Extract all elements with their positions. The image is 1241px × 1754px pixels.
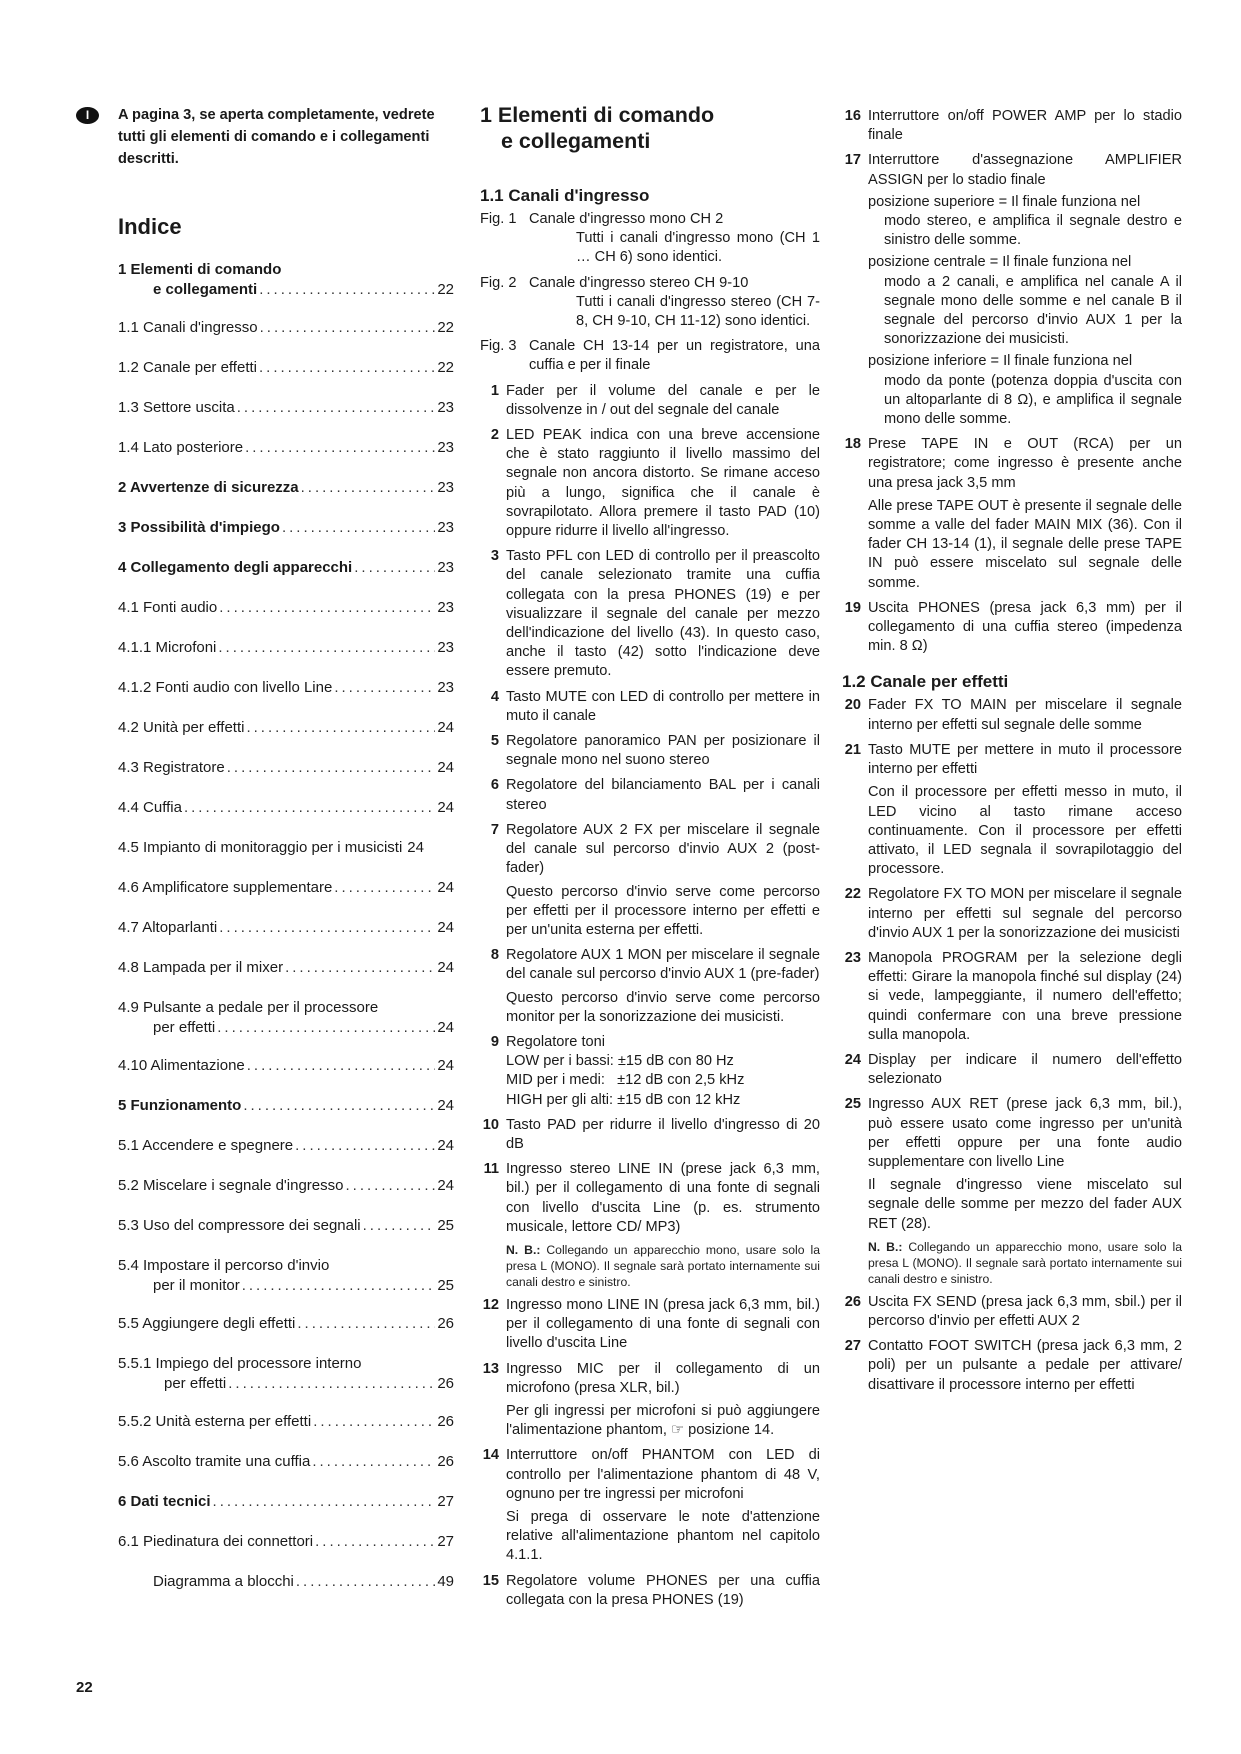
position-desc: modo da ponte (potenza doppia d'uscita con un altoparlante di 8 Ω), e amplifica il segnale mono delle somme. — [884, 372, 1182, 428]
toc-page: 24 — [437, 799, 454, 816]
position-label: posizione inferiore = Il finale funziona nel — [868, 353, 1133, 370]
item-text: Fader per il volume del canale e per le dissolvenze in / out del segnale del canale — [506, 382, 820, 418]
item-4 — [480, 688, 820, 726]
toc-page: 26 — [437, 1413, 454, 1430]
toc-entry[interactable] — [118, 398, 454, 418]
toc-entry[interactable] — [118, 1412, 454, 1432]
toc-entry[interactable] — [118, 1492, 454, 1512]
item-text: Regolatore panoramico PAN per posizionare il segnale mono nel suono stereo — [506, 733, 820, 769]
item-number: 3 — [490, 548, 499, 565]
toc-entry[interactable] — [118, 1136, 454, 1156]
toc-page: 23 — [437, 519, 454, 536]
item-subline: HIGH per gli alti: ±15 dB con 12 kHz — [506, 1091, 741, 1108]
item-number: 24 — [844, 1051, 861, 1068]
item-number: 13 — [482, 1360, 499, 1377]
item-15 — [480, 1572, 820, 1610]
item-number: 21 — [844, 741, 861, 758]
toc-entry-title: 3 Possibilità d'impiego — [118, 519, 280, 536]
item-number: 5 — [490, 733, 499, 750]
item-text: Tasto PFL con LED di controllo per il preascolto del canale selezionato tramite una cuffia collegata con la presa PHONES (19) e per visualizzare il segnale del canale per mezzo dell'indicazione del livello (43). In questo caso, anche il tasto (42) sotto l'indicazione deve essere premuto. — [506, 548, 820, 680]
item-text: Interruttore d'assegnazione AMPLIFIER ASSIGN per lo stadio finale — [868, 152, 1182, 188]
toc-entry[interactable] — [118, 1572, 454, 1592]
toc-page: 23 — [437, 639, 454, 656]
toc-entry-title: 5 Funzionamento — [118, 1097, 242, 1114]
toc-page: 22 — [437, 359, 454, 376]
figure-caption: Canale d'ingresso mono CH 2 — [529, 211, 724, 227]
toc-entry-title: 4.1.2 Fonti audio con livello Line — [118, 679, 333, 696]
column-3 — [842, 107, 1182, 1401]
item-note — [506, 1242, 820, 1290]
item-text: Interruttore on/off POWER AMP per lo stadio finale — [868, 108, 1182, 144]
toc-entry[interactable] — [118, 918, 454, 938]
figure-label: Fig. 1 — [480, 211, 517, 227]
toc-entry-cont: per effetti — [153, 1019, 216, 1036]
toc-entry-title: 1.3 Settore uscita — [118, 399, 235, 416]
item-2 — [480, 426, 820, 541]
toc-entry-title: 4 Collegamento degli apparecchi — [118, 559, 353, 576]
toc-entry[interactable] — [118, 678, 454, 698]
figure-caption: Canale CH 13-14 per un registratore, una cuffia e per il finale — [529, 338, 820, 374]
toc-entry[interactable] — [118, 1314, 454, 1334]
toc-page: 23 — [437, 399, 454, 416]
toc-entry[interactable] — [118, 1096, 454, 1116]
toc-entry-cont: per effetti — [164, 1375, 227, 1392]
toc-page: 24 — [437, 1019, 454, 1036]
toc-page: 26 — [437, 1375, 454, 1392]
toc-entry[interactable] — [118, 838, 454, 858]
item-18 — [842, 435, 1182, 593]
item-25 — [842, 1095, 1182, 1286]
item-14 — [480, 1446, 820, 1565]
item-number: 7 — [490, 821, 499, 838]
toc-entry-title: 4.1.1 Microfoni — [118, 639, 217, 656]
toc-page: 24 — [437, 1137, 454, 1154]
toc-entry[interactable] — [118, 358, 454, 378]
toc-entry[interactable] — [118, 638, 454, 658]
toc-entry-title: 2 Avvertenze di sicurezza — [118, 479, 299, 496]
toc-entry-title: 4.5 Impianto di monitoraggio per i musicisti — [118, 839, 403, 856]
item-27 — [842, 1337, 1182, 1395]
toc-entry-title: 5.1 Accendere e spegnere — [118, 1137, 294, 1154]
items-list-3 — [842, 696, 1182, 1394]
toc-page: 23 — [437, 599, 454, 616]
toc-entry-title: 5.5 Aggiungere degli effetti — [118, 1315, 296, 1332]
item-number: 15 — [482, 1572, 499, 1589]
toc-entry[interactable] — [118, 798, 454, 818]
toc-entry-title: 1.1 Canali d'ingresso — [118, 319, 258, 336]
item-note — [868, 1239, 1182, 1287]
toc-entry-title: 1.4 Lato posteriore — [118, 439, 244, 456]
toc-entry[interactable] — [118, 1056, 454, 1076]
item-subline: LOW per i bassi: ±15 dB con 80 Hz — [506, 1053, 734, 1070]
position-label: posizione superiore = Il finale funziona nel — [868, 193, 1141, 210]
item-text: Regolatore AUX 1 MON per miscelare il segnale del canale sul percorso d'invio AUX 1 (pre-fader) — [506, 947, 820, 983]
item-number: 2 — [490, 427, 499, 444]
toc-entry-title: 5.2 Miscelare i segnale d'ingresso — [118, 1177, 344, 1194]
subheading-1-1: 1.1 Canali d'ingresso — [480, 186, 650, 205]
item-text: LED PEAK indica con una breve accensione che è stato raggiunto il livello massimo del segnale non ancora distorto. Se rimane acceso più a lungo, significa che il canale è sovrapilotato. Allora premere il tasto PAD (10) oppure ridurre il livello all'ingresso. — [506, 427, 820, 540]
item-number: 18 — [844, 436, 861, 453]
toc-entry-title: 4.10 Alimentazione — [118, 1057, 245, 1074]
item-number: 11 — [483, 1161, 499, 1178]
item-1 — [480, 382, 820, 420]
item-extra: Con il processore per effetti messo in muto, il LED vicino al tasto rimane acceso continuamente. Con il processore per effetti attivato, il LED segnala il sovrapilotaggio del processore. — [868, 784, 1182, 878]
toc-page: 27 — [437, 1533, 454, 1550]
toc-page: 23 — [437, 679, 454, 696]
toc-entry[interactable] — [118, 878, 454, 898]
figure-reference — [480, 337, 820, 375]
table-of-contents — [118, 260, 454, 1612]
item-10 — [480, 1116, 820, 1154]
subheading-1-2: 1.2 Canale per effetti — [842, 672, 1009, 692]
item-text: Ingresso MIC per il collegamento di un microfono (presa XLR, bil.) — [506, 1360, 820, 1396]
toc-entry[interactable] — [118, 518, 454, 538]
item-text: Uscita PHONES (presa jack 6,3 mm) per il collegamento di una cuffia stereo (impedenza min. 8 Ω) — [868, 599, 1182, 655]
item-number: 6 — [490, 777, 499, 794]
section-title — [480, 102, 820, 154]
position-desc: modo a 2 canali, e amplifica nel canale A il segnale mono delle somme e nel canale B il segnale del percorso d'invio AUX 1 per la sonorizzazione dei musicisti. — [884, 273, 1182, 348]
toc-entry-cont: e collegamenti — [153, 281, 258, 298]
toc-entry[interactable] — [118, 318, 454, 338]
item-text: Manopola PROGRAM per la selezione degli effetti: Girare la manopola finché sul display (24) si vede, lampeggiante, il numero dell'effetto; quindi confermare con una breve pressione sulla manopola. — [868, 949, 1182, 1043]
toc-page: 24 — [437, 719, 454, 736]
item-number: 8 — [490, 947, 499, 964]
column-2 — [480, 186, 820, 1616]
item-26 — [842, 1293, 1182, 1331]
toc-page: 24 — [437, 879, 454, 896]
item-8 — [480, 946, 820, 1027]
toc-page: 27 — [437, 1493, 454, 1510]
item-number: 26 — [844, 1293, 861, 1310]
toc-page: 24 — [437, 1097, 454, 1114]
toc-entry-title: 4.6 Amplificatore supplementare — [118, 879, 333, 896]
item-number: 19 — [844, 599, 861, 616]
item-extra: Questo percorso d'invio serve come percorso monitor per la sonorizzazione dei musicisti. — [506, 989, 820, 1025]
figure-reference — [480, 210, 820, 268]
toc-page: 22 — [437, 281, 454, 298]
toc-page: 49 — [437, 1573, 454, 1590]
toc-page: 24 — [437, 919, 454, 936]
toc-entry[interactable] — [118, 1452, 454, 1472]
toc-entry-title: 1.2 Canale per effetti — [118, 359, 257, 376]
item-extra: Si prega di osservare le note d'attenzione relative all'alimentazione phantom nel capitolo 4.1.1. — [506, 1508, 820, 1564]
toc-entry[interactable] — [118, 998, 454, 1038]
toc-entry-title: 5.3 Uso del compressore dei segnali — [118, 1217, 361, 1234]
toc-entry-cont: per il monitor — [153, 1277, 240, 1294]
position-desc: modo stereo, e amplifica il segnale destro e sinistro delle somme. — [884, 213, 1182, 249]
toc-entry-title: 4.9 Pulsante a pedale per il processore — [118, 999, 379, 1016]
item-number: 12 — [482, 1296, 499, 1313]
toc-entry-title: 4.1 Fonti audio — [118, 599, 218, 616]
page-number: 22 — [76, 1679, 93, 1696]
item-text: Regolatore toni — [506, 1033, 605, 1050]
item-subline: MID per i medi: ±12 dB con 2,5 kHz — [506, 1072, 745, 1089]
toc-entry-title: 5.6 Ascolto tramite una cuffia — [118, 1453, 311, 1470]
note-text: Collegando un apparecchio mono, usare solo la presa L (MONO). Il segnale sarà portato internamente sui canali destro e sinistro. — [506, 1242, 820, 1289]
language-badge: I — [76, 107, 99, 124]
toc-page: 23 — [437, 479, 454, 496]
toc-heading: Indice — [118, 214, 182, 239]
figure-list — [480, 210, 820, 376]
item-number: 16 — [844, 108, 861, 124]
item-text: Fader FX TO MAIN per miscelare il segnale interno per effetti sul segnale delle somme — [868, 697, 1182, 733]
item-text: Regolatore FX TO MON per miscelare il segnale interno per effetti sul segnale del percorso d'invio AUX 1 per la sonorizzazione dei musicisti — [868, 886, 1182, 941]
toc-entry[interactable] — [118, 598, 454, 618]
note-text: Collegando un apparecchio mono, usare solo la presa L (MONO). Il segnale sarà portato internamente sui canali destro e sinistro. — [868, 1239, 1182, 1286]
toc-page: 25 — [437, 1217, 454, 1234]
note-label: N. B.: — [506, 1242, 541, 1257]
item-23 — [842, 949, 1182, 1045]
item-number: 17 — [844, 152, 861, 169]
item-number: 25 — [844, 1096, 861, 1113]
toc-page: 24 — [407, 839, 424, 856]
item-number: 10 — [482, 1116, 499, 1133]
figure-label: Fig. 3 — [480, 338, 517, 355]
toc-entry-title: 5.5.1 Impiego del processore interno — [118, 1355, 362, 1372]
position-label: posizione centrale = Il finale funziona nel — [868, 254, 1132, 271]
item-text: Regolatore volume PHONES per una cuffia collegata con la presa PHONES (19) — [506, 1572, 820, 1608]
toc-page: 26 — [437, 1453, 454, 1470]
items-list-2 — [842, 107, 1182, 656]
item-extra: Per gli ingressi per microfoni si può aggiungere l'alimentazione phantom, ☞ posizione 14. — [506, 1402, 820, 1439]
toc-entry-title: 4.7 Altoparlanti — [118, 919, 218, 936]
item-text: Interruttore on/off PHANTOM con LED di controllo per l'alimentazione phantom di 48 V, ognuno per tre ingressi per microfoni — [506, 1447, 820, 1502]
toc-entry-title: Diagramma a blocchi — [153, 1573, 294, 1590]
toc-entry[interactable] — [118, 1216, 454, 1236]
toc-entry[interactable] — [118, 1256, 454, 1296]
toc-page: 24 — [437, 1177, 454, 1194]
toc-entry-title: 4.4 Cuffia — [118, 799, 182, 816]
item-number: 20 — [844, 697, 861, 714]
item-text: Ingresso stereo LINE IN (prese jack 6,3 mm, bil.) per il collegamento di una fonte di segnali con livello d'uscita Line (p. es. strumento musicale, lettore CD/ MP3) — [506, 1161, 820, 1235]
toc-entry-title: 1 Elementi di comando — [118, 261, 282, 278]
item-12 — [480, 1296, 820, 1354]
toc-entry[interactable] — [118, 958, 454, 978]
item-20 — [842, 696, 1182, 734]
note-label: N. B.: — [868, 1239, 903, 1254]
item-text: Ingresso AUX RET (prese jack 6,3 mm, bil.), può essere usato come ingresso per un'unità per effetti oppure per una fonte audio supplementare con livello Line — [868, 1096, 1182, 1170]
toc-page: 26 — [437, 1315, 454, 1332]
section-title-line2: e collegamenti — [501, 129, 651, 153]
item-text: Regolatore AUX 2 FX per miscelare il segnale del canale sul percorso d'invio AUX 2 (post-fader) — [506, 821, 820, 877]
item-11 — [480, 1160, 820, 1290]
toc-entry[interactable] — [118, 558, 454, 578]
item-21 — [842, 741, 1182, 879]
toc-entry[interactable] — [118, 260, 454, 300]
figure-note: Tutti i canali d'ingresso mono (CH 1 … CH 6) sono identici. — [576, 230, 820, 266]
toc-entry-title: 5.5.2 Unità esterna per effetti — [118, 1413, 312, 1430]
item-text: Ingresso mono LINE IN (presa jack 6,3 mm, bil.) per il collegamento di una fonte di segnali con livello d'uscita Line — [506, 1296, 820, 1352]
item-text: Contatto FOOT SWITCH (presa jack 6,3 mm, 2 poli) per un pulsante a pedale per attivare/ disattivare il processore interno per effetti — [868, 1338, 1182, 1393]
item-6 — [480, 776, 820, 814]
item-text: Tasto PAD per ridurre il livello d'ingresso di 20 dB — [506, 1116, 820, 1152]
toc-entry[interactable] — [118, 1354, 454, 1394]
item-text: Display per indicare il numero dell'effetto selezionato — [868, 1051, 1182, 1088]
toc-entry-title: 5.4 Impostare il percorso d'invio — [118, 1257, 330, 1274]
item-24 — [842, 1051, 1182, 1089]
toc-entry[interactable] — [118, 1532, 454, 1552]
toc-entry-title: 4.2 Unità per effetti — [118, 719, 245, 736]
item-13 — [480, 1360, 820, 1441]
item-number: 14 — [482, 1447, 499, 1464]
item-extra: Alle prese TAPE OUT è presente il segnale delle somme a valle del fader MAIN MIX (36). Con il fader CH 13-14 (1), il segnale delle prese TAPE IN può essere miscelato sul segnale delle somme. — [868, 497, 1182, 591]
figure-note: Tutti i canali d'ingresso stereo (CH 7-8, CH 9-10, CH 11-12) sono identici. — [576, 293, 820, 330]
item-text: Tasto MUTE per mettere in muto il processore interno per effetti — [868, 741, 1182, 778]
figure-reference — [480, 274, 820, 332]
items-list-1 — [480, 382, 820, 1610]
toc-page: 23 — [437, 439, 454, 456]
item-5 — [480, 732, 820, 770]
toc-entry[interactable] — [118, 758, 454, 778]
toc-page: 22 — [437, 319, 454, 336]
item-extra: Il segnale d'ingresso viene miscelato sul segnale delle somme per mezzo del fader AUX RET (28). — [868, 1177, 1182, 1232]
toc-page: 24 — [437, 759, 454, 776]
item-number: 1 — [490, 382, 499, 399]
figure-label: Fig. 2 — [480, 274, 517, 291]
item-number: 23 — [844, 949, 861, 966]
intro-text: A pagina 3, se aperta completamente, vedrete tutti gli elementi di comando e i collegamenti descritti. — [118, 107, 435, 167]
item-19 — [842, 599, 1182, 657]
toc-entry-title: 4.3 Registratore — [118, 759, 225, 776]
item-number: 22 — [844, 886, 861, 903]
toc-entry-title: 6.1 Piedinatura dei connettori — [118, 1533, 314, 1550]
item-number: 4 — [490, 688, 499, 705]
item-number: 27 — [844, 1338, 861, 1355]
toc-page: 25 — [437, 1277, 454, 1294]
item-7 — [480, 821, 820, 940]
item-text: Uscita FX SEND (presa jack 6,3 mm, sbil.) per il percorso d'invio per effetti AUX 2 — [868, 1293, 1182, 1329]
figure-caption: Canale d'ingresso stereo CH 9-10 — [529, 274, 749, 291]
item-extra: Questo percorso d'invio serve come percorso per effetti per il processore interno per effetti e per un'unita esterna per effetti. — [506, 883, 820, 938]
toc-entry[interactable] — [118, 1176, 454, 1196]
item-9 — [480, 1033, 820, 1110]
item-3 — [480, 547, 820, 681]
toc-entry[interactable] — [118, 718, 454, 738]
item-17 — [842, 151, 1182, 429]
item-text: Tasto MUTE con LED di controllo per mettere in muto il canale — [506, 688, 820, 724]
toc-entry[interactable] — [118, 438, 454, 458]
toc-page: 24 — [437, 1057, 454, 1074]
item-number: 9 — [490, 1033, 499, 1050]
item-16 — [842, 107, 1182, 145]
item-text: Prese TAPE IN e OUT (RCA) per un registratore; come ingresso è presente anche una presa jack 3,5 mm — [868, 436, 1182, 491]
toc-entry[interactable] — [118, 478, 454, 498]
toc-page: 24 — [437, 959, 454, 976]
item-22 — [842, 885, 1182, 943]
toc-entry-title: 6 Dati tecnici — [118, 1493, 211, 1510]
toc-entry-title: 4.8 Lampada per il mixer — [118, 959, 284, 976]
item-text: Regolatore del bilanciamento BAL per i canali stereo — [506, 777, 820, 813]
toc-page: 23 — [437, 559, 454, 576]
section-title-line1: 1 Elementi di comando — [480, 103, 715, 127]
